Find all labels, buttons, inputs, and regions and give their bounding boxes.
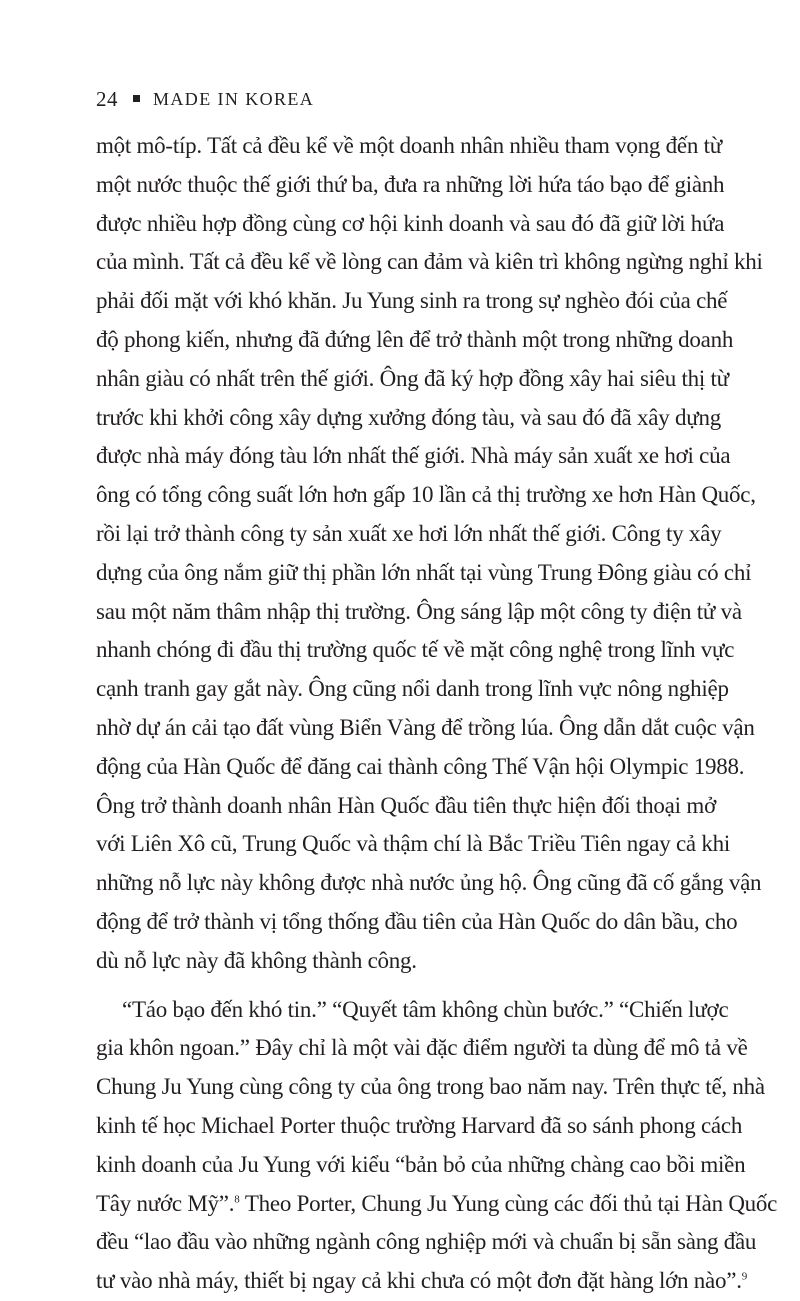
line-text: Theo Porter, Chung Ju Yung cùng các đối thủ tại Hàn Quốc [239, 1190, 778, 1216]
text-line: của mình. Tất cả đều kể về lòng can đảm và kiên trì không ngừng nghỉ khi [96, 249, 763, 275]
text-line: được nhiều hợp đồng cùng cơ hội kinh doanh và sau đó đã giữ lời hứa [96, 210, 725, 236]
paragraph-1 [96, 127, 763, 981]
text-line: rồi lại trở thành công ty sản xuất xe hơi lớn nhất thế giới. Công ty xây [96, 520, 722, 546]
text-line: động của Hàn Quốc để đăng cai thành công Thế Vận hội Olympic 1988. [96, 753, 745, 779]
text-line: dù nỗ lực này đã không thành công. [96, 947, 417, 973]
text-line: động để trở thành vị tổng thống đầu tiên của Hàn Quốc do dân bầu, cho [96, 908, 738, 934]
line-text: Tây nước Mỹ”. [96, 1190, 235, 1216]
text-line: nhờ dự án cải tạo đất vùng Biển Vàng để trồng lúa. Ông dẫn dắt cuộc vận [96, 714, 755, 740]
text-line: những nỗ lực này không được nhà nước ủng hộ. Ông cũng đã cố gắng vận [96, 870, 762, 896]
book-title: MADE IN KOREA [153, 88, 315, 109]
body-text [96, 127, 778, 1301]
paragraph-gap [96, 981, 716, 991]
footnote-marker-8: 8 [234, 1192, 240, 1205]
text-line-with-footnote [96, 1262, 748, 1301]
text-line: dựng của ông nắm giữ thị phần lớn nhất tại vùng Trung Đông giàu có chỉ [96, 559, 752, 585]
text-line: “Táo bạo đến khó tin.” “Quyết tâm không chùn bước.” “Chiến lược [122, 996, 729, 1022]
text-line: kinh doanh của Ju Yung với kiểu “bản bỏ của những chàng cao bồi miền [96, 1151, 746, 1177]
square-bullet-icon [133, 95, 140, 102]
text-line: nhân giàu có nhất trên thế giới. Ông đã ký hợp đồng xây hai siêu thị từ [96, 365, 729, 391]
line-text: tư vào nhà máy, thiết bị ngay cả khi chưa có một đơn đặt hàng lớn nào”. [96, 1268, 742, 1294]
text-line: trước khi khởi công xây dựng xưởng đóng tàu, và sau đó đã xây dựng [96, 404, 721, 430]
text-line: phải đối mặt với khó khăn. Ju Yung sinh ra trong sự nghèo đói của chế [96, 288, 728, 314]
text-line: độ phong kiến, nhưng đã đứng lên để trở thành một trong những doanh [96, 326, 734, 352]
text-line: nhanh chóng đi đầu thị trường quốc tế về mặt công nghệ trong lĩnh vực [96, 637, 735, 663]
text-line: một nước thuộc thế giới thứ ba, đưa ra những lời hứa táo bạo để giành [96, 171, 725, 197]
text-line: sau một năm thâm nhập thị trường. Ông sáng lập một công ty điện tử và [96, 598, 742, 624]
text-line: được nhà máy đóng tàu lớn nhất thế giới. Nhà máy sản xuất xe hơi của [96, 443, 731, 469]
text-line: ông có tổng công suất lớn hơn gấp 10 lần cả thị trường xe hơn Hàn Quốc, [96, 482, 756, 508]
text-line-with-footnote [96, 1185, 778, 1224]
text-line: Ông trở thành doanh nhân Hàn Quốc đầu tiên thực hiện đối thoại mở [96, 792, 716, 818]
text-line: Chung Ju Yung cùng công ty của ông trong bao năm nay. Trên thực tế, nhà [96, 1074, 765, 1100]
text-line: đều “lao đầu vào những ngành công nghiệp mới và chuẩn bị sẵn sàng đầu [96, 1229, 757, 1255]
paragraph-2 [96, 991, 778, 1301]
text-line: gia khôn ngoan.” Đây chỉ là một vài đặc điểm người ta dùng để mô tả về [96, 1035, 748, 1061]
running-header [96, 84, 314, 114]
text-line: một mô-típ. Tất cả đều kể về một doanh nhân nhiều tham vọng đến từ [96, 133, 722, 158]
page-number: 24 [96, 86, 118, 111]
footnote-marker-9: 9 [741, 1270, 748, 1283]
text-line: cạnh tranh gay gắt này. Ông cũng nổi danh trong lĩnh vực nông nghiệp [96, 676, 729, 702]
text-line: với Liên Xô cũ, Trung Quốc và thậm chí là Bắc Triều Tiên ngay cả khi [96, 831, 730, 857]
text-line: kinh tế học Michael Porter thuộc trường Harvard đã so sánh phong cách [96, 1112, 743, 1138]
